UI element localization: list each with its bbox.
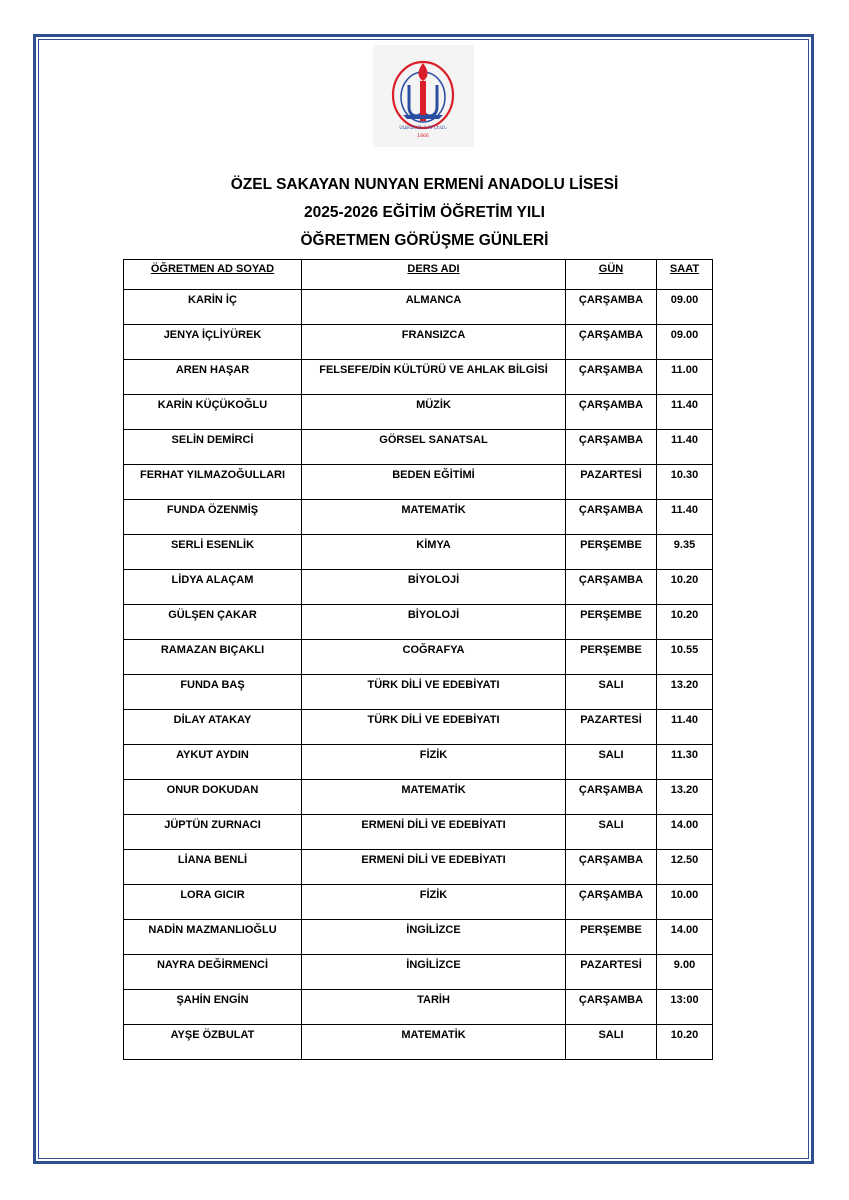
- table-row: [124, 395, 713, 430]
- time-cell: 10.20: [657, 570, 713, 605]
- subject-cell: MATEMATİK: [302, 1025, 566, 1060]
- column-header-day: GÜN: [566, 260, 657, 290]
- time-cell: 10.00: [657, 885, 713, 920]
- table-row: [124, 605, 713, 640]
- day-cell: ÇARŞAMBA: [566, 780, 657, 815]
- teacher-name-cell: JENYA İÇLİYÜREK: [124, 325, 302, 360]
- day-cell: ÇARŞAMBA: [566, 990, 657, 1025]
- day-cell: ÇARŞAMBA: [566, 885, 657, 920]
- day-cell: PAZARTESİ: [566, 955, 657, 990]
- time-cell: 9.35: [657, 535, 713, 570]
- day-cell: PAZARTESİ: [566, 710, 657, 745]
- subject-cell: TÜRK DİLİ VE EDEBİYATI: [302, 675, 566, 710]
- subject-cell: GÖRSEL SANATSAL: [302, 430, 566, 465]
- day-cell: PERŞEMBE: [566, 605, 657, 640]
- teacher-name-cell: AYŞE ÖZBULAT: [124, 1025, 302, 1060]
- table-row: [124, 290, 713, 325]
- teacher-name-cell: KARİN KÜÇÜKOĞLU: [124, 395, 302, 430]
- teacher-name-cell: FUNDA BAŞ: [124, 675, 302, 710]
- subject-cell: ERMENİ DİLİ VE EDEBİYATI: [302, 850, 566, 885]
- subject-cell: KİMYA: [302, 535, 566, 570]
- table-row: [124, 990, 713, 1025]
- time-cell: 13.20: [657, 675, 713, 710]
- school-emblem-icon: [373, 45, 474, 147]
- table-row: [124, 675, 713, 710]
- day-cell: PAZARTESİ: [566, 465, 657, 500]
- subject-cell: FİZİK: [302, 745, 566, 780]
- school-emblem-graphic: [373, 45, 474, 147]
- subject-cell: FİZİK: [302, 885, 566, 920]
- document-title: ÖĞRETMEN GÖRÜŞME GÜNLERİ: [300, 232, 549, 249]
- column-header-time: SAAT: [657, 260, 713, 290]
- teacher-name-cell: NADİN MAZMANLIOĞLU: [124, 920, 302, 955]
- teacher-name-cell: JÜPTÜN ZURNACI: [124, 815, 302, 850]
- table-row: [124, 325, 713, 360]
- table-row: [124, 745, 713, 780]
- teacher-name-cell: LİANA BENLİ: [124, 850, 302, 885]
- subject-cell: ALMANCA: [302, 290, 566, 325]
- subject-cell: BİYOLOJİ: [302, 570, 566, 605]
- time-cell: 11.40: [657, 430, 713, 465]
- time-cell: 11.40: [657, 500, 713, 535]
- school-name: ÖZEL SAKAYAN NUNYAN ERMENİ ANADOLU LİSESİ: [230, 176, 619, 193]
- subject-cell: BEDEN EĞİTİMİ: [302, 465, 566, 500]
- day-cell: ÇARŞAMBA: [566, 850, 657, 885]
- subject-cell: MATEMATİK: [302, 780, 566, 815]
- subject-cell: FRANSIZCA: [302, 325, 566, 360]
- table-row: [124, 570, 713, 605]
- teacher-name-cell: KARİN İÇ: [124, 290, 302, 325]
- teacher-name-cell: DİLAY ATAKAY: [124, 710, 302, 745]
- day-cell: ÇARŞAMBA: [566, 430, 657, 465]
- table-row: [124, 815, 713, 850]
- column-header-teacher: ÖĞRETMEN AD SOYAD: [124, 260, 302, 290]
- day-cell: ÇARŞAMBA: [566, 360, 657, 395]
- day-cell: SALI: [566, 675, 657, 710]
- time-cell: 10.20: [657, 1025, 713, 1060]
- teacher-name-cell: LORA GICIR: [124, 885, 302, 920]
- subject-cell: FELSEFE/DİN KÜLTÜRÜ VE AHLAK BİLGİSİ: [302, 360, 566, 395]
- day-cell: ÇARŞAMBA: [566, 500, 657, 535]
- table-row: [124, 780, 713, 815]
- subject-cell: İNGİLİZCE: [302, 920, 566, 955]
- table-row: [124, 885, 713, 920]
- day-cell: SALI: [566, 745, 657, 780]
- day-cell: SALI: [566, 1025, 657, 1060]
- day-cell: ÇARŞAMBA: [566, 395, 657, 430]
- subject-cell: TÜRK DİLİ VE EDEBİYATI: [302, 710, 566, 745]
- time-cell: 11.30: [657, 745, 713, 780]
- subject-cell: İNGİLİZCE: [302, 955, 566, 990]
- day-cell: ÇARŞAMBA: [566, 325, 657, 360]
- teacher-name-cell: ONUR DOKUDAN: [124, 780, 302, 815]
- time-cell: 10.30: [657, 465, 713, 500]
- subject-cell: MÜZİK: [302, 395, 566, 430]
- time-cell: 09.00: [657, 325, 713, 360]
- subject-cell: MATEMATİK: [302, 500, 566, 535]
- table-row: [124, 500, 713, 535]
- day-cell: PERŞEMBE: [566, 535, 657, 570]
- time-cell: 9.00: [657, 955, 713, 990]
- teacher-name-cell: FERHAT YILMAZOĞULLARI: [124, 465, 302, 500]
- logo-text: ՍԱՔԱԵԱՆ ՆՈՒՆԵԱՆ: [399, 126, 447, 131]
- logo-year: 1866: [417, 134, 429, 139]
- teacher-name-cell: ŞAHİN ENGİN: [124, 990, 302, 1025]
- day-cell: ÇARŞAMBA: [566, 290, 657, 325]
- teacher-name-cell: AREN HAŞAR: [124, 360, 302, 395]
- table-header-row: [124, 260, 713, 290]
- teacher-name-cell: NAYRA DEĞİRMENCİ: [124, 955, 302, 990]
- table-row: [124, 640, 713, 675]
- time-cell: 14.00: [657, 920, 713, 955]
- day-cell: SALI: [566, 815, 657, 850]
- column-header-subject: DERS ADI: [302, 260, 566, 290]
- teacher-name-cell: SERLİ ESENLİK: [124, 535, 302, 570]
- subject-cell: ERMENİ DİLİ VE EDEBİYATI: [302, 815, 566, 850]
- time-cell: 14.00: [657, 815, 713, 850]
- table-row: [124, 535, 713, 570]
- time-cell: 12.50: [657, 850, 713, 885]
- table-row: [124, 360, 713, 395]
- table-row: [124, 955, 713, 990]
- day-cell: ÇARŞAMBA: [566, 570, 657, 605]
- day-cell: PERŞEMBE: [566, 640, 657, 675]
- teacher-name-cell: RAMAZAN BIÇAKLI: [124, 640, 302, 675]
- table-row: [124, 710, 713, 745]
- time-cell: 10.55: [657, 640, 713, 675]
- table-row: [124, 1025, 713, 1060]
- table-row: [124, 465, 713, 500]
- time-cell: 11.40: [657, 395, 713, 430]
- subject-cell: COĞRAFYA: [302, 640, 566, 675]
- time-cell: 11.40: [657, 710, 713, 745]
- time-cell: 11.00: [657, 360, 713, 395]
- teacher-name-cell: LİDYA ALAÇAM: [124, 570, 302, 605]
- day-cell: PERŞEMBE: [566, 920, 657, 955]
- teacher-name-cell: AYKUT AYDIN: [124, 745, 302, 780]
- academic-year: 2025-2026 EĞİTİM ÖĞRETİM YILI: [304, 204, 545, 221]
- table-row: [124, 850, 713, 885]
- table-row: [124, 920, 713, 955]
- time-cell: 13.20: [657, 780, 713, 815]
- meeting-schedule-table: [123, 259, 713, 1060]
- teacher-name-cell: FUNDA ÖZENMİŞ: [124, 500, 302, 535]
- time-cell: 09.00: [657, 290, 713, 325]
- table-row: [124, 430, 713, 465]
- teacher-name-cell: GÜLŞEN ÇAKAR: [124, 605, 302, 640]
- time-cell: 10.20: [657, 605, 713, 640]
- teacher-name-cell: SELİN DEMİRCİ: [124, 430, 302, 465]
- subject-cell: BİYOLOJİ: [302, 605, 566, 640]
- time-cell: 13:00: [657, 990, 713, 1025]
- subject-cell: TARİH: [302, 990, 566, 1025]
